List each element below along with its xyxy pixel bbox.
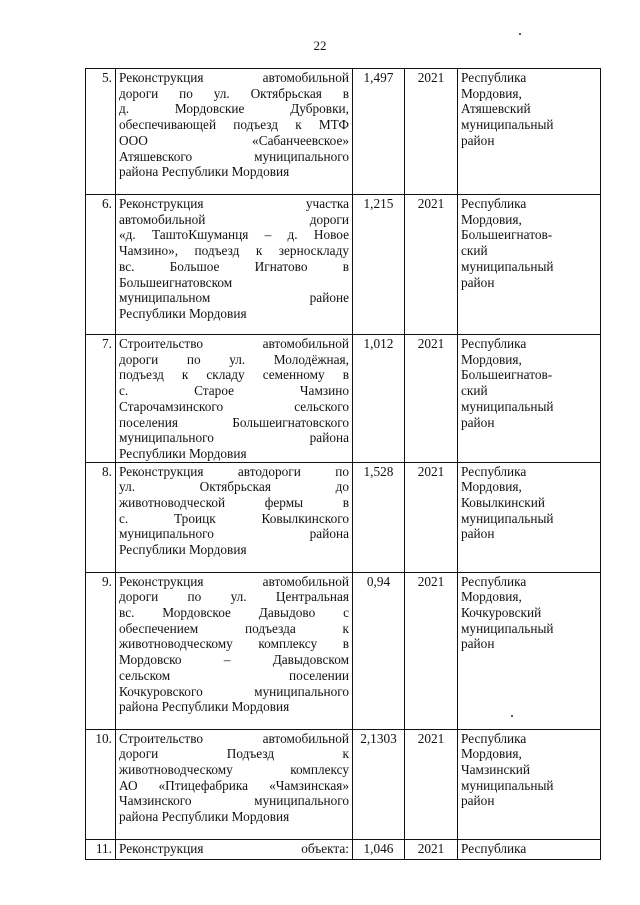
row-number: 8. xyxy=(86,462,116,572)
description-line: д. Мордовские Дубровки, xyxy=(119,101,349,117)
description-line: Чамзинского муниципального xyxy=(119,793,349,809)
row-number: 5. xyxy=(86,69,116,195)
project-year: 2021 xyxy=(405,462,458,572)
description-line: района Республики Мордовия xyxy=(119,809,290,825)
project-length: 1,528 xyxy=(353,462,405,572)
project-description xyxy=(116,195,353,335)
description-line: сельском поселении xyxy=(119,667,349,683)
table-row xyxy=(86,195,601,335)
project-length: 1,215 xyxy=(353,195,405,335)
project-length: 2,1303 xyxy=(353,729,405,839)
description-line: дороги по ул. Центральная xyxy=(119,589,349,605)
region-line: район xyxy=(461,636,495,652)
description-line: подъезд к складу семенному в xyxy=(119,367,349,383)
description-line: с. Старое Чамзино xyxy=(119,383,349,399)
project-description xyxy=(116,69,353,195)
region-line: муниципальный xyxy=(461,258,554,274)
table-row xyxy=(86,839,601,859)
description-line: района Республики Мордовия xyxy=(119,699,290,715)
table-row xyxy=(86,729,601,839)
table-body xyxy=(86,69,601,860)
region-line: Кочкуровский xyxy=(461,605,542,621)
projects-table xyxy=(85,68,601,860)
description-line: Старочамзинского сельского xyxy=(119,398,349,414)
project-region xyxy=(458,729,601,839)
region-line: Мордовия, xyxy=(461,479,522,495)
description-line: Республики Мордовия xyxy=(119,445,247,461)
region-line: Мордовия, xyxy=(461,746,522,762)
scan-speck xyxy=(519,33,521,35)
description-line: Большеигнатовском xyxy=(119,274,233,290)
region-line: Республика xyxy=(461,336,527,351)
project-region xyxy=(458,462,601,572)
description-line: ООО «Сабанчеевское» xyxy=(119,132,349,148)
region-line: ский xyxy=(461,383,488,399)
region-line: Республика xyxy=(461,840,527,856)
project-description xyxy=(116,839,353,859)
project-year: 2021 xyxy=(405,729,458,839)
region-line: район xyxy=(461,274,495,290)
description-line: поселения Большеигнатовского xyxy=(119,414,349,430)
description-line: Строительство автомобильной xyxy=(119,730,349,746)
row-number: 9. xyxy=(86,572,116,729)
region-line: муниципальный xyxy=(461,510,554,526)
description-line: района Республики Мордовия xyxy=(119,164,290,180)
description-line: Реконструкция автомобильной xyxy=(119,573,349,589)
table-row xyxy=(86,69,601,195)
project-year: 2021 xyxy=(405,335,458,463)
description-line: Чамзино», подъезд к зерноскладу xyxy=(119,243,349,259)
table-row xyxy=(86,572,601,729)
region-line: Мордовия, xyxy=(461,589,522,605)
description-line: дороги Подъезд к xyxy=(119,746,349,762)
region-line: Республика xyxy=(461,196,527,211)
description-line: с. Троицк Ковылкинского xyxy=(119,510,349,526)
description-line: животноводческому комплексу в xyxy=(119,636,349,652)
project-region xyxy=(458,69,601,195)
region-line: муниципальный xyxy=(461,777,554,793)
description-line: АО «Птицефабрика «Чамзинская» xyxy=(119,777,349,793)
description-line: дороги по ул. Октябрьская в xyxy=(119,85,349,101)
region-line: Республика xyxy=(461,730,527,746)
region-line: район xyxy=(461,793,495,809)
project-length: 1,497 xyxy=(353,69,405,195)
description-line: автомобильной дороги xyxy=(119,211,349,227)
region-line: Большеигнатов- xyxy=(461,367,553,383)
page-number: 22 xyxy=(313,38,327,53)
table-row xyxy=(86,462,601,572)
description-line: «д. ТаштоКшуманця – д. Новое xyxy=(119,227,349,243)
region-line: район xyxy=(461,526,495,542)
region-line: Атяшевский xyxy=(461,101,531,117)
region-line: Большеигнатов- xyxy=(461,227,553,243)
project-description xyxy=(116,572,353,729)
description-line: Республики Мордовия xyxy=(119,542,247,558)
project-length: 1,046 xyxy=(353,839,405,859)
description-line: вс. Большое Игнатово в xyxy=(119,258,349,274)
description-line: вс. Мордовское Давыдово с xyxy=(119,605,349,621)
description-line: обеспечением подъезда к xyxy=(119,620,349,636)
region-line: Мордовия, xyxy=(461,351,522,367)
region-line: Республика xyxy=(461,573,527,589)
project-description xyxy=(116,335,353,463)
project-description xyxy=(116,729,353,839)
region-line: муниципальный xyxy=(461,117,554,133)
project-year: 2021 xyxy=(405,839,458,859)
description-line: Строительство автомобильной xyxy=(119,336,349,351)
project-description xyxy=(116,462,353,572)
region-line: Республика xyxy=(461,463,527,479)
region-line: муниципальный xyxy=(461,398,554,414)
description-line: муниципальном районе xyxy=(119,290,349,306)
region-line: Мордовия, xyxy=(461,85,522,101)
project-length: 1,012 xyxy=(353,335,405,463)
description-line: Атяшевского муниципального xyxy=(119,148,349,164)
description-line: животноводческому комплексу xyxy=(119,762,349,778)
region-line: Республика xyxy=(461,70,527,85)
description-line: животноводческой фермы в xyxy=(119,495,349,511)
row-number: 7. xyxy=(86,335,116,463)
description-line: Реконструкция участка xyxy=(119,196,349,211)
project-region xyxy=(458,335,601,463)
description-line: Мордовско – Давыдовском xyxy=(119,652,349,668)
region-line: район xyxy=(461,414,495,430)
description-line: обеспечивающей подъезд к МТФ xyxy=(119,117,349,133)
project-region xyxy=(458,195,601,335)
row-number: 10. xyxy=(86,729,116,839)
description-line: Республики Мордовия xyxy=(119,305,247,321)
description-line: Реконструкция автодороги по xyxy=(119,463,349,479)
region-line: Ковылкинский xyxy=(461,495,545,511)
project-length: 0,94 xyxy=(353,572,405,729)
region-line: ский xyxy=(461,243,488,259)
description-line: муниципального района xyxy=(119,430,349,446)
project-year: 2021 xyxy=(405,69,458,195)
description-line: дороги по ул. Молодёжная, xyxy=(119,351,349,367)
row-number: 11. xyxy=(86,839,116,859)
region-line: Мордовия, xyxy=(461,211,522,227)
description-line: Кочкуровского муниципального xyxy=(119,683,349,699)
region-line: Чамзинский xyxy=(461,762,531,778)
description-line: ул. Октябрьская до xyxy=(119,479,349,495)
region-line: район xyxy=(461,132,495,148)
region-line: муниципальный xyxy=(461,620,554,636)
description-line: муниципального района xyxy=(119,526,349,542)
row-number: 6. xyxy=(86,195,116,335)
description-line: Реконструкция объекта: xyxy=(119,840,349,856)
description-line: Реконструкция автомобильной xyxy=(119,70,349,85)
project-region xyxy=(458,572,601,729)
project-year: 2021 xyxy=(405,572,458,729)
project-region xyxy=(458,839,601,859)
project-year: 2021 xyxy=(405,195,458,335)
table-row xyxy=(86,335,601,463)
